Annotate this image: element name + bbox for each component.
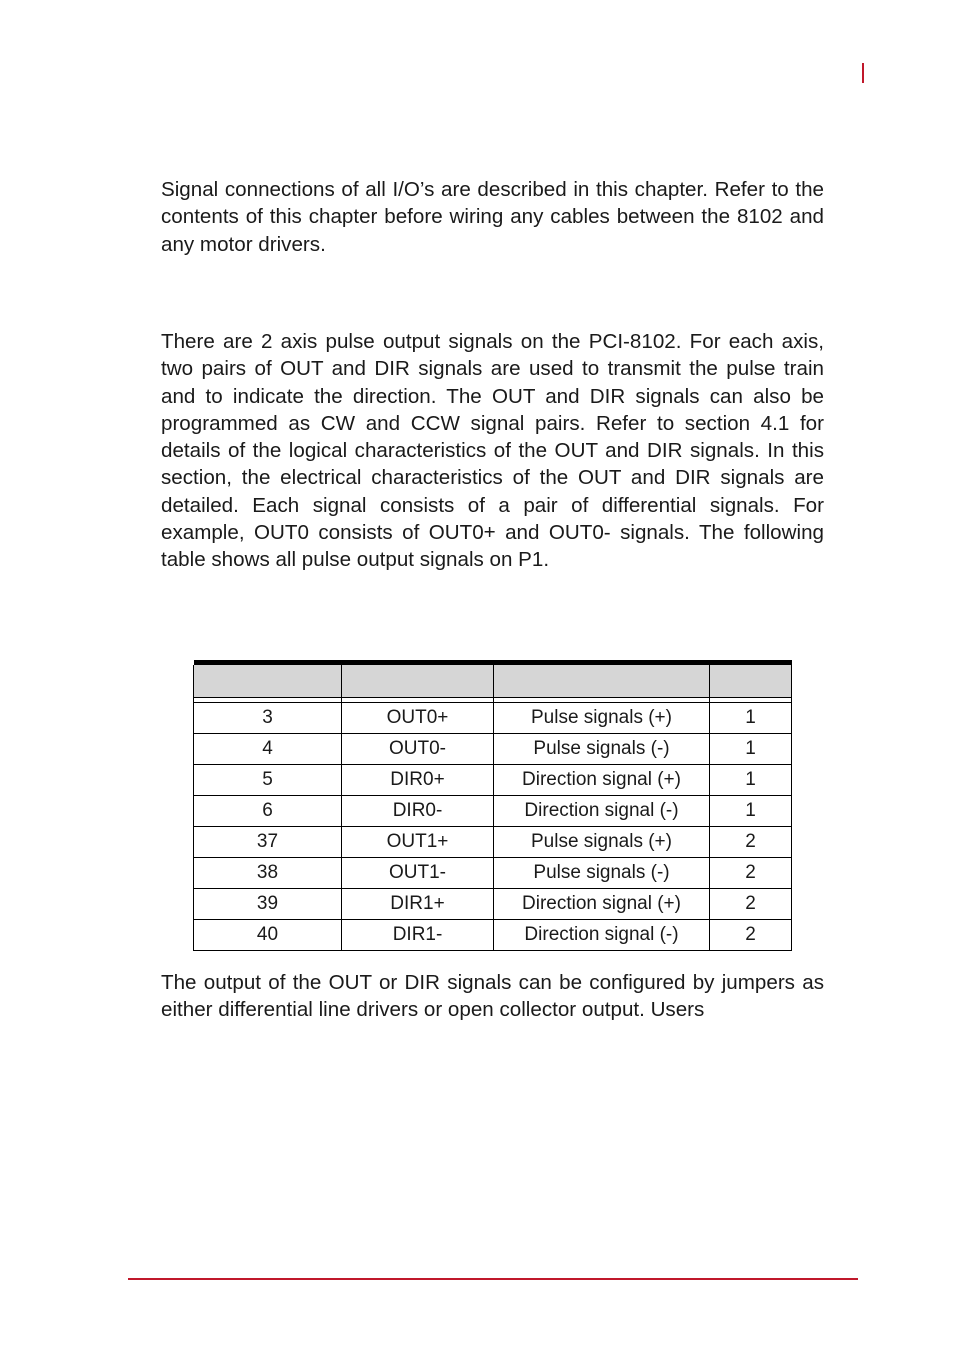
table-row bbox=[194, 765, 792, 796]
pin-cell: 6 bbox=[194, 796, 342, 827]
signal-cell: DIR0- bbox=[342, 796, 494, 827]
table-row bbox=[194, 889, 792, 920]
signal-cell: DIR1+ bbox=[342, 889, 494, 920]
pin-cell: 3 bbox=[194, 703, 342, 734]
signal-cell: OUT1- bbox=[342, 858, 494, 889]
description-cell: Direction signal (+) bbox=[494, 889, 710, 920]
header-marker bbox=[862, 63, 864, 83]
table-row bbox=[194, 920, 792, 951]
description-cell: Pulse signals (-) bbox=[494, 858, 710, 889]
axis-cell: 1 bbox=[710, 796, 792, 827]
pin-cell: 40 bbox=[194, 920, 342, 951]
axis-cell: 1 bbox=[710, 765, 792, 796]
signal-cell: OUT0+ bbox=[342, 703, 494, 734]
description-cell: Pulse signals (+) bbox=[494, 827, 710, 858]
table-header-row bbox=[194, 665, 792, 698]
description-cell: Direction signal (-) bbox=[494, 920, 710, 951]
table-row bbox=[194, 858, 792, 889]
table-row bbox=[194, 796, 792, 827]
axis-cell: 2 bbox=[710, 827, 792, 858]
header-cell-description bbox=[494, 665, 710, 698]
header-cell-pin bbox=[194, 665, 342, 698]
pulse-output-paragraph: There are 2 axis pulse output signals on the PCI-8102. For each axis, two pairs of OUT and DIR signals are used to transmit the pulse train and to indicate the direction. The OUT and DIR signals can also be programmed as CW and CCW signal pairs. Refer to section 4.1 for details of the logical characteristics of the OUT and DIR signals. In this section, the electrical characteristics of the OUT and DIR signals are detailed. Each signal consists of a pair of differential signals. For example, OUT0 consists of OUT0+ and OUT0- signals. The following table shows all pulse output signals on P1. bbox=[161, 330, 824, 572]
description-cell: Direction signal (-) bbox=[494, 796, 710, 827]
header-cell-axis bbox=[710, 665, 792, 698]
description-cell: Pulse signals (-) bbox=[494, 734, 710, 765]
pin-cell: 5 bbox=[194, 765, 342, 796]
signal-cell: OUT0- bbox=[342, 734, 494, 765]
header-cell-signal bbox=[342, 665, 494, 698]
signal-cell: OUT1+ bbox=[342, 827, 494, 858]
footer-rule bbox=[128, 1278, 858, 1280]
pulse-output-signal-table bbox=[193, 660, 792, 951]
table-row bbox=[194, 734, 792, 765]
description-cell: Direction signal (+) bbox=[494, 765, 710, 796]
signal-cell: DIR1- bbox=[342, 920, 494, 951]
pin-cell: 4 bbox=[194, 734, 342, 765]
table-row bbox=[194, 827, 792, 858]
intro-paragraph: Signal connections of all I/O’s are described in this chapter. Refer to the contents of this chapter before wiring any cables between the 8102 and any motor drivers. bbox=[161, 178, 824, 256]
axis-cell: 1 bbox=[710, 734, 792, 765]
pin-cell: 37 bbox=[194, 827, 342, 858]
axis-cell: 1 bbox=[710, 703, 792, 734]
pin-cell: 39 bbox=[194, 889, 342, 920]
pin-cell: 38 bbox=[194, 858, 342, 889]
axis-cell: 2 bbox=[710, 889, 792, 920]
signal-cell: DIR0+ bbox=[342, 765, 494, 796]
axis-cell: 2 bbox=[710, 858, 792, 889]
output-config-paragraph: The output of the OUT or DIR signals can be configured by jumpers as either differential line drivers or open collector output. Users bbox=[161, 971, 824, 1022]
axis-cell: 2 bbox=[710, 920, 792, 951]
description-cell: Pulse signals (+) bbox=[494, 703, 710, 734]
table-row bbox=[194, 703, 792, 734]
